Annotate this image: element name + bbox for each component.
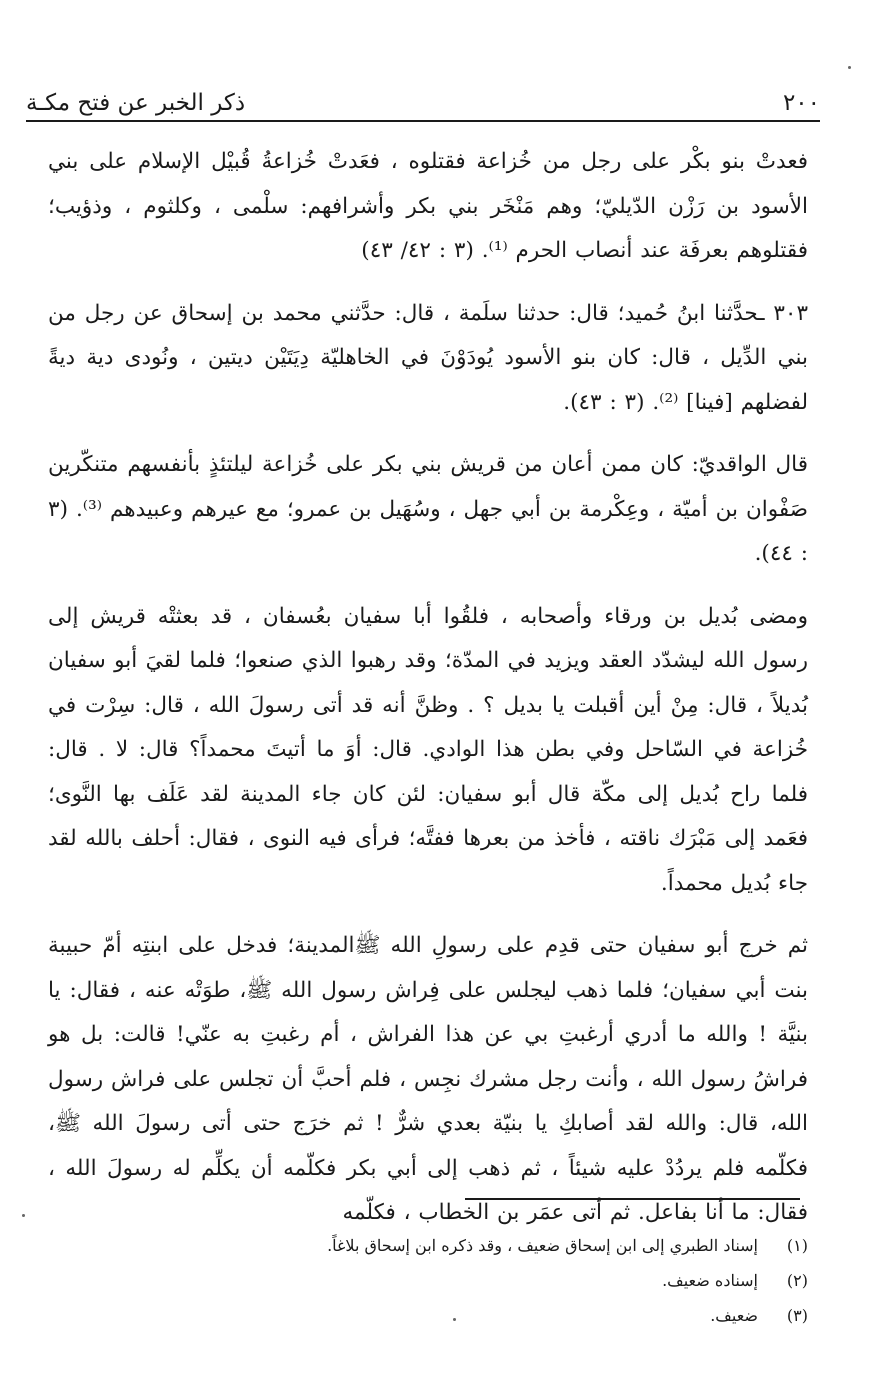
footnote-number: (١) — [786, 1236, 808, 1255]
footnote — [48, 1298, 808, 1333]
paragraph: فعدتْ بنو بكْر على رجل من خُزاعة فقتلوه ، فعَدتْ خُزاعةُ قُبيْل الإسلام على بني الأسود بن رَزْن الدّيليّ؛ وهم مَنْخَر بني بكر وأشرافهم: سلْمى ، وكلثوم ، وذؤيب؛ فقتلوهم بعرفَة عند أنصاب الحرم ⁽¹⁾. (٣ : ٤٢/ ٤٣) — [48, 149, 808, 263]
footnote-text: ضعيف. — [710, 1306, 758, 1325]
scan-speck — [848, 66, 851, 69]
page-number: ٢٠٠ — [782, 90, 820, 116]
page-header — [26, 80, 820, 116]
header-rule — [26, 120, 820, 122]
scan-speck — [453, 1318, 456, 1321]
footnotes — [48, 1228, 808, 1333]
footnote — [48, 1228, 808, 1263]
paragraph: قال الواقديّ: كان ممن أعان من قريش بني بكر على خُزاعة ليلتئذٍ بأنفسهم متنكّرين صَفْوان بن أميّة ، وعِكْرمة بن أبي جهل ، وسُهَيل بن عمرو؛ مع عيرهم وعبيدهم ⁽³⁾. (٣ : ٤٤). — [48, 452, 808, 566]
footnote-text: إسناد الطبري إلى ابن إسحاق ضعيف ، وقد ذكره ابن إسحاق بلاغاً. — [327, 1236, 758, 1255]
footnote-number: (٣) — [786, 1306, 808, 1325]
paragraph: ثم خرج أبو سفيان حتى قدِم على رسولِ الله ﷺالمدينة؛ فدخل على ابنتِه أمّ حبيبة بنت أبي سفيان؛ فلما ذهب ليجلس على فِراش رسول الله ﷺ، طوَتْه عنه ، فقال: يا بنيَّة ! والله ما أدري أرغبتِ بي عن هذا الفراش ، أم رغبتِ به عنّي! قالت: بل هو فراشُ رسول الله ، وأنت رجل مشرك نجِس ، فلم أحبَّ أن تجلس على فراش رسول الله، قال: والله لقد أصابكِ يا بنيّة بعدي شرٌّ ! ثم خرَج حتى أتى رسولَ الله ﷺ، فكلّمه فلم يردُدْ عليه شيئاً ، ثم ذهب إلى أبي بكر فكلّمه أن يكلِّم له رسولَ الله ، فقال: ما أنا بفاعل. ثم أتى عمَر بن الخطاب ، فكلّمه — [48, 933, 808, 1225]
paragraph: ومضى بُديل بن ورقاء وأصحابه ، فلقُوا أبا سفيان بعُسفان ، قد بعثتْه قريش إلى رسول الله ليشدّد العقد ويزيد في المدّة؛ وقد رهبوا الذي صنعوا؛ فلما لقيَ أبو سفيان بُديلاً ، قال: مِنْ أين أقبلت يا بديل ؟ . وظنَّ أنه قد أتى رسولَ الله ، قال: سِرْت في خُزاعة في السّاحل وفي بطن هذا الوادي. قال: أوَ ما أتيتَ محمداً؟ قال: لا . قال: فلما راح بُديل إلى مكّة قال أبو سفيان: لئن كان جاء المدينة لقد عَلَف بها النَّوى؛ فعَمد إلى مَبْرَك ناقته ، فأخذ من بعرها ففتَّه؛ فرأى فيه النوى ، فقال: أحلف بالله لقد جاء بُديل محمداً. — [48, 603, 808, 896]
main-text — [48, 140, 808, 1236]
footnote-number: (٢) — [786, 1271, 808, 1290]
paragraph: ٣٠٣ ـحدَّثنا ابنُ حُميد؛ قال: حدثنا سلَمة ، قال: حدَّثني محمد بن إسحاق عن رجل من بني الدِّيل ، قال: كان بنو الأسود يُودَوْنَ في الخاهليّة دِيَتَيْن ديتين ، ونُودى دية ديةً لفضلهم [فينا] ⁽²⁾. (٣ : ٤٣). — [48, 300, 808, 415]
scan-speck — [22, 1214, 25, 1217]
footnote — [48, 1263, 808, 1298]
footnote-separator — [465, 1198, 800, 1200]
running-title: ذكر الخبر عن فتح مكـة — [26, 90, 246, 116]
footnote-text: إسناده ضعيف. — [662, 1271, 758, 1290]
